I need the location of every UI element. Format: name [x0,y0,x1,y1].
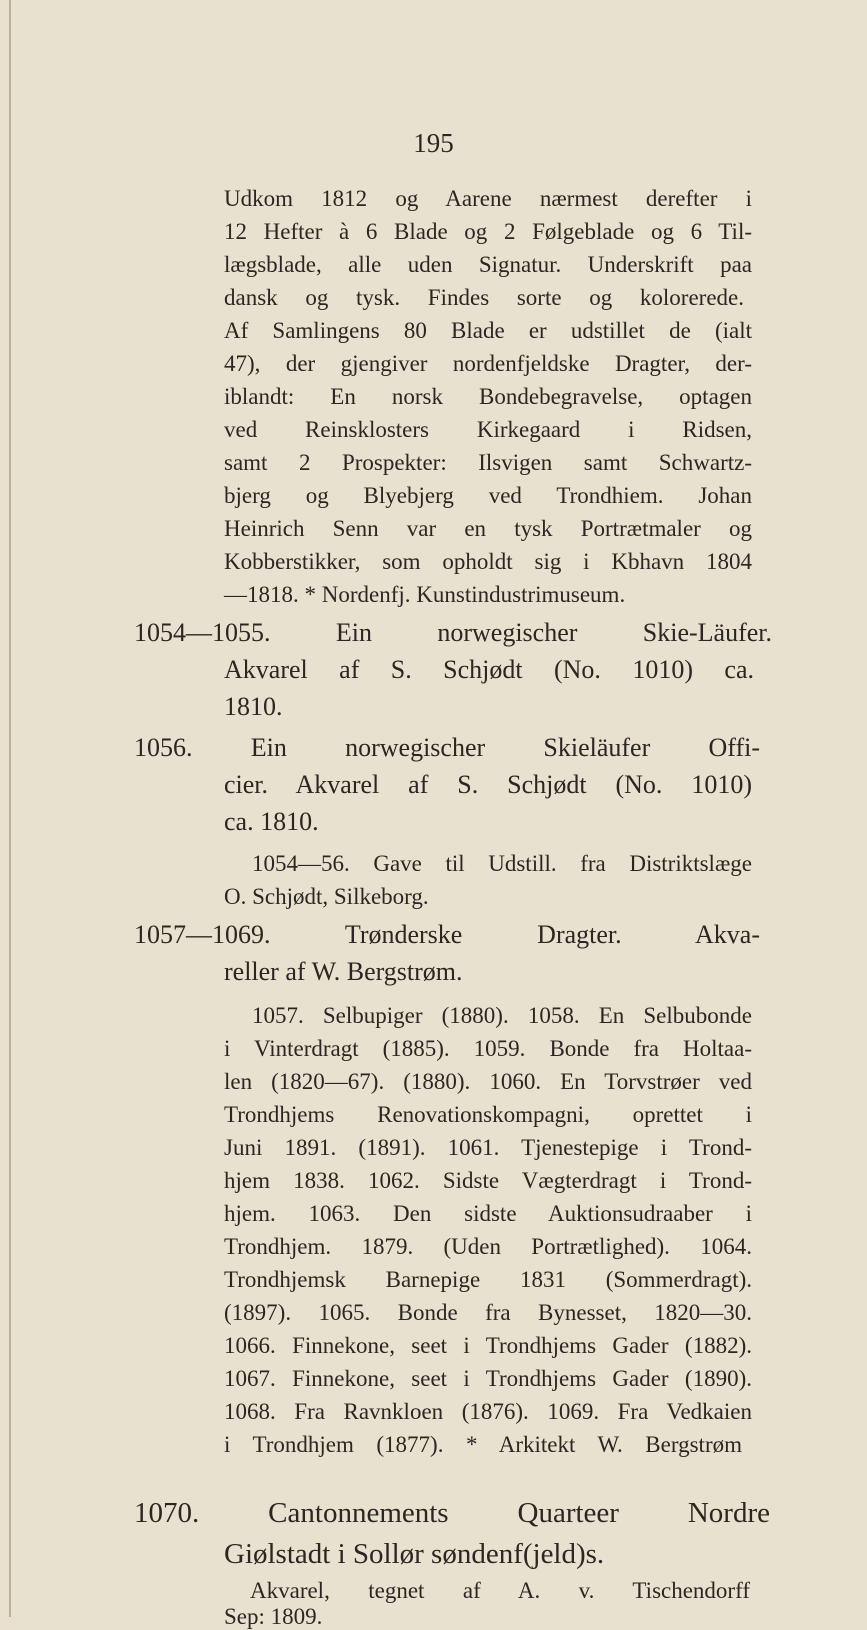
entry-1057-line: 1057—1069. Trønderske Dragter. Akva- [134,920,760,949]
intro-line: 47), der gjengiver nordenfjeldske Dragter, der- [224,351,752,376]
note-1070-line: Sep: 1809. [224,1604,323,1629]
note-1057-line: Juni 1891. (1891). 1061. Tjenestepige i Trond- [224,1135,752,1160]
note-1057-line: 1067. Finnekone, seet i Trondhjems Gader (1890). [224,1366,752,1391]
note-1057-line: len (1820—67). (1880). 1060. En Torvstrøer ved [224,1069,752,1094]
note-1057-line: (1897). 1065. Bonde fra Bynesset, 1820—30. [224,1300,752,1325]
note-1057-line: i Vinterdragt (1885). 1059. Bonde fra Holtaa- [224,1036,752,1061]
intro-line: 12 Hefter à 6 Blade og 2 Følgeblade og 6 Til- [224,219,752,244]
intro-line: Af Samlingens 80 Blade er udstillet de (ialt [224,318,752,343]
page-number: 195 [413,128,454,158]
entry-1054-line: 1810. [224,692,283,721]
note-1057-line: Trondhjemsk Barnepige 1831 (Sommerdragt). [224,1267,752,1292]
note-1057-line: Trondhjems Renovationskompagni, oprettet i [224,1102,752,1127]
entry-1054-line: Akvarel af S. Schjødt (No. 1010) ca. [224,655,754,684]
intro-line: Heinrich Senn var en tysk Portrætmaler og [224,516,752,541]
intro-line: bjerg og Blyebjerg ved Trondhiem. Johan [224,483,752,508]
intro-line: Kobberstikker, som opholdt sig i Kbhavn 1804 [224,549,752,574]
note-1057-line: 1068. Fra Ravnkloen (1876). 1069. Fra Vedkaien [224,1399,752,1424]
note-1057-line: hjem. 1063. Den sidste Auktionsudraaber i [224,1201,752,1226]
entry-1070-line: 1070. Cantonnements Quarteer Nordre [134,1497,770,1529]
entry-1056-line: cier. Akvarel af S. Schjødt (No. 1010) [224,770,752,799]
entry-1056-line: 1056. Ein norwegischer Skieläufer Offi- [134,733,760,762]
intro-line: lægsblade, alle uden Signatur. Underskrift paa [224,252,752,277]
intro-line: ved Reinsklosters Kirkegaard i Ridsen, [224,417,752,442]
intro-line: dansk og tysk. Findes sorte og kolorerede. [224,285,744,310]
entry-1056-line: ca. 1810. [224,807,319,836]
note-1057-line: 1066. Finnekone, seet i Trondhjems Gader (1882). [224,1333,752,1358]
intro-line: samt 2 Prospekter: Ilsvigen samt Schwartz- [224,450,752,475]
entry-1057-line: reller af W. Bergstrøm. [224,957,463,986]
intro-line: Udkom 1812 og Aarene nærmest derefter i [224,186,752,211]
intro-line: —1818. * Nordenfj. Kunstindustrimuseum. [224,582,626,607]
note-1056-line: O. Schjødt, Silkeborg. [224,884,429,909]
entry-1054-line: 1054—1055. Ein norwegischer Skie-Läufer. [134,618,772,647]
page-edge-line [9,0,11,1617]
note-1057-line: i Trondhjem (1877). * Arkitekt W. Bergstrøm [224,1432,742,1457]
note-1057-line: Trondhjem. 1879. (Uden Portrætlighed). 1064. [224,1234,752,1259]
note-1070-line: Akvarel, tegnet af A. v. Tischendorff [250,1578,750,1603]
note-1057-line: 1057. Selbupiger (1880). 1058. En Selbubonde [252,1003,752,1028]
entry-1070-line: Giølstadt i Sollør søndenf(jeld)s. [224,1538,605,1570]
note-1057-line: hjem 1838. 1062. Sidste Vægterdragt i Trond- [224,1168,752,1193]
intro-line: iblandt: En norsk Bondebegravelse, optagen [224,384,752,409]
note-1056-line: 1054—56. Gave til Udstill. fra Distriktslæge [252,851,752,876]
